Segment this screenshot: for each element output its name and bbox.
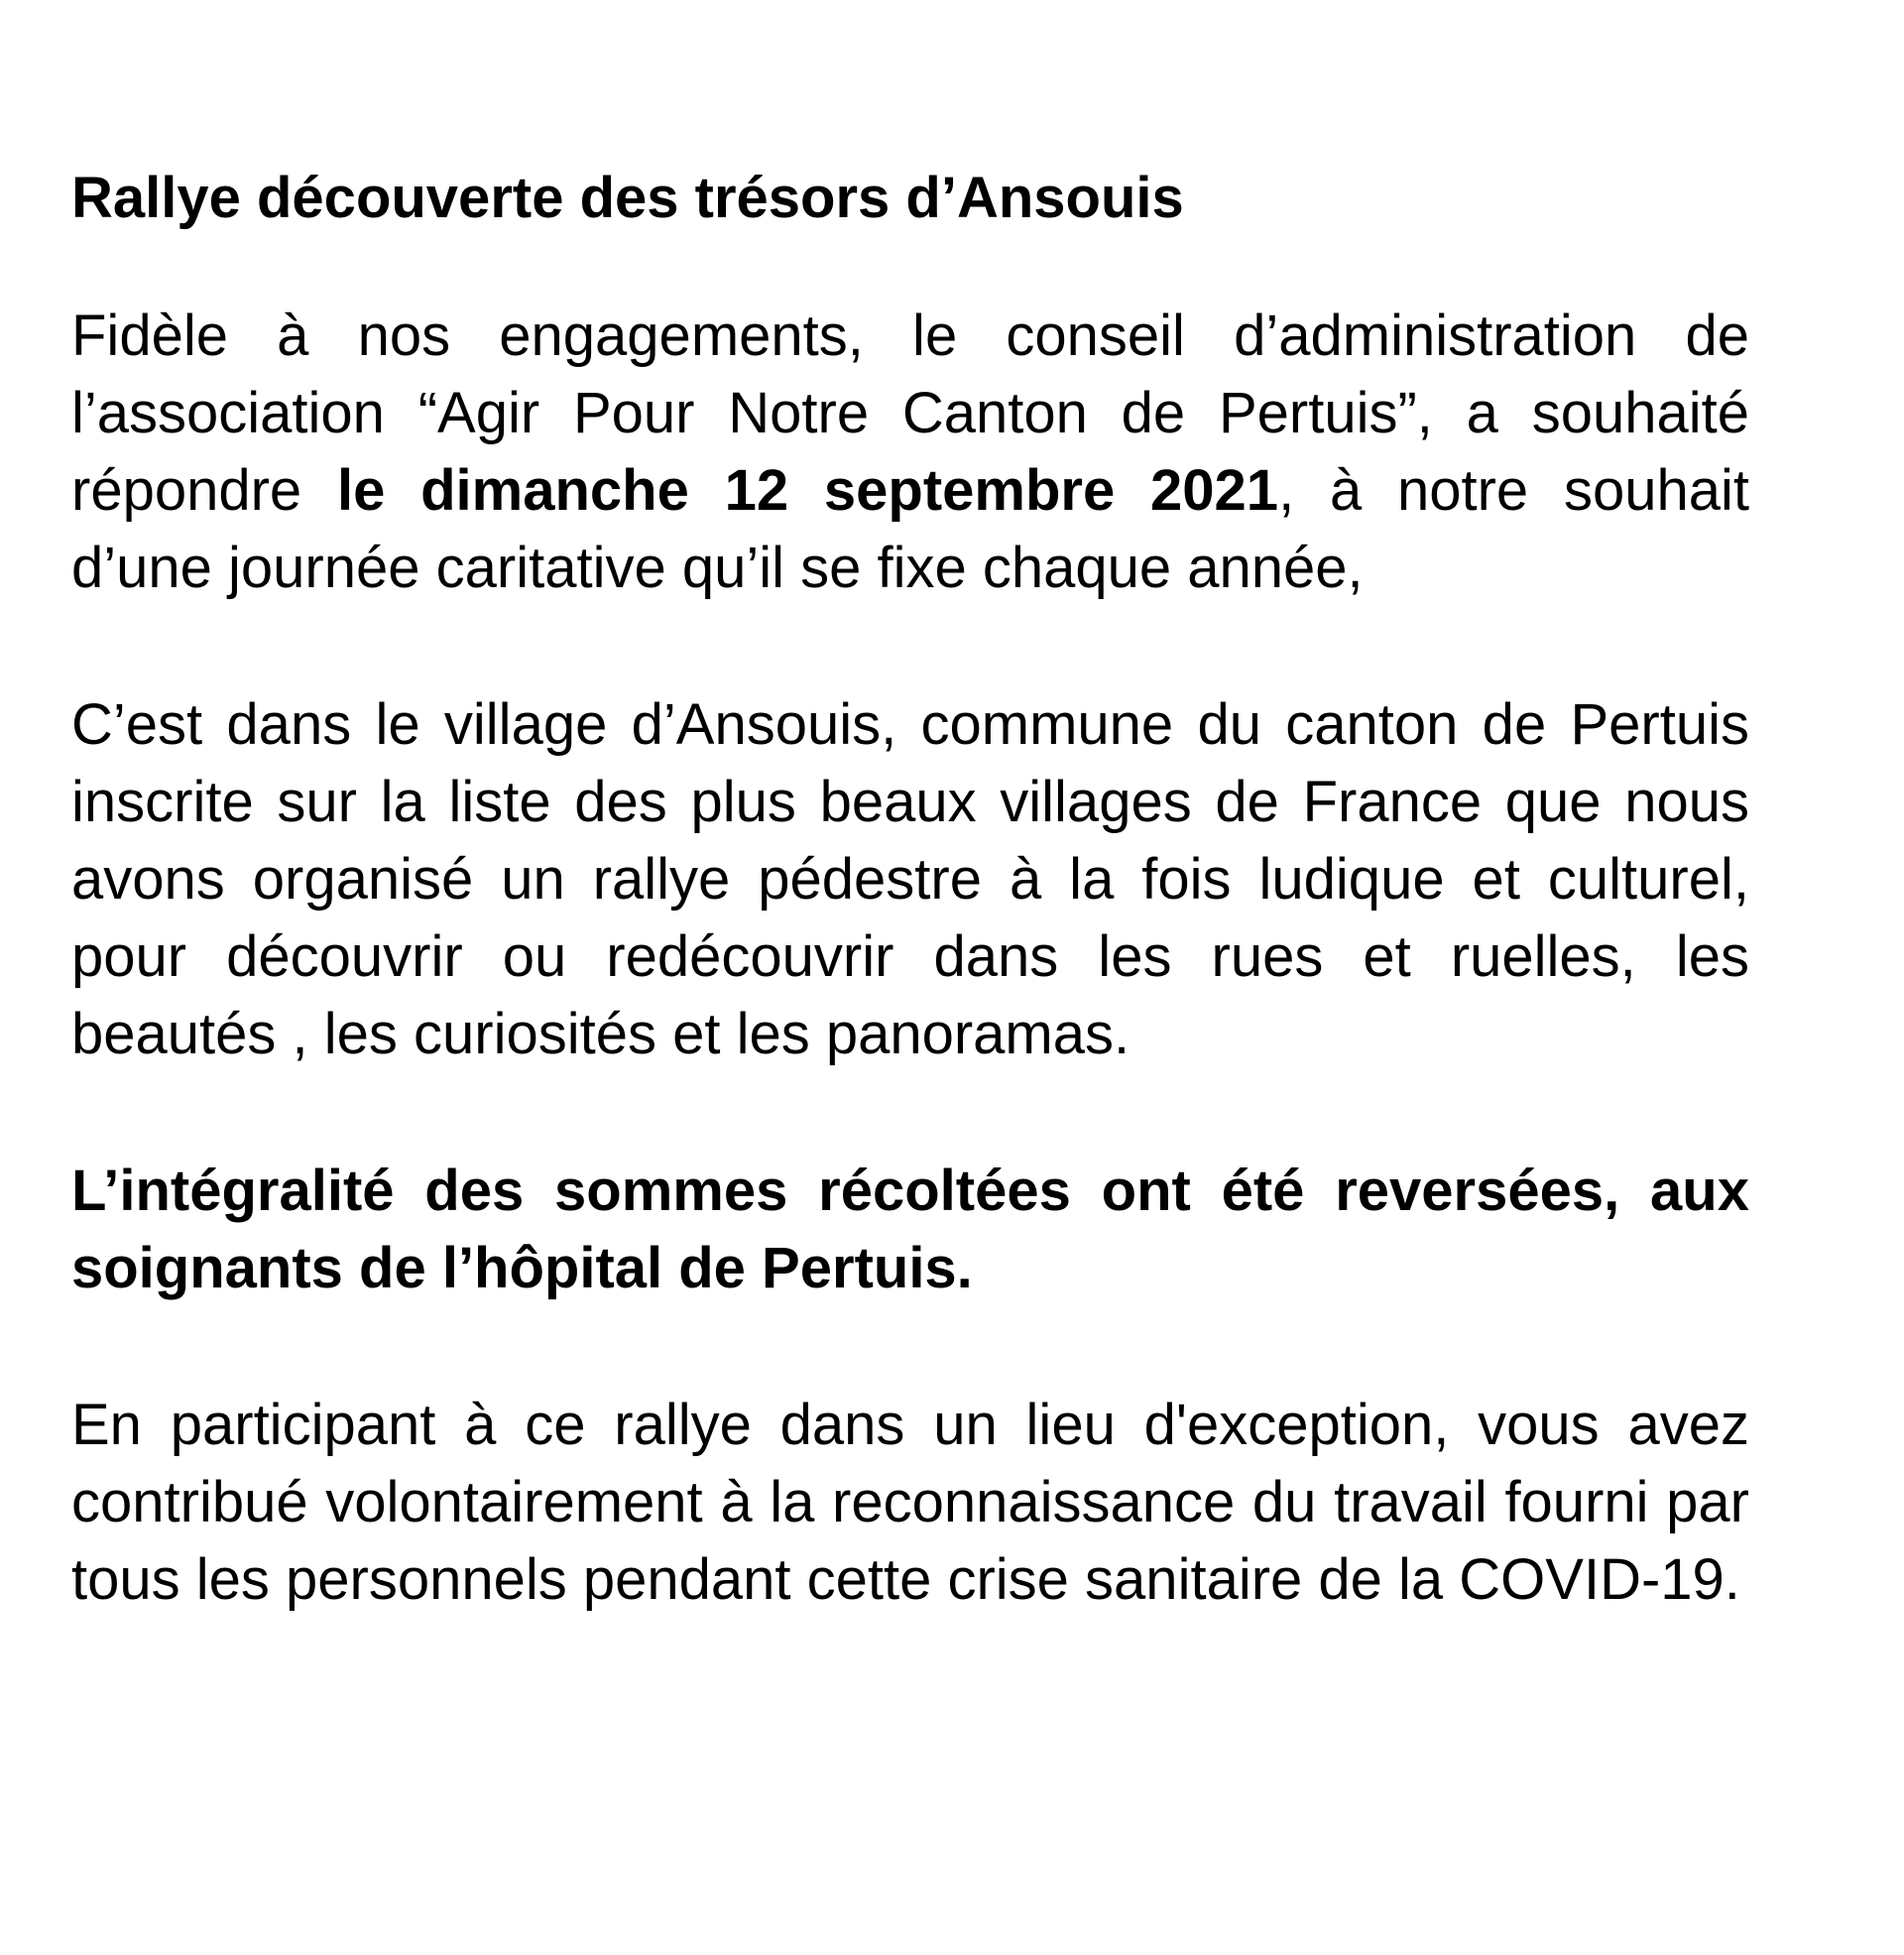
paragraph-engagement-end: , à notre souhait d’une journée caritative qu’il se fixe chaque année,: [71, 458, 1749, 600]
paragraph-village: C’est dans le village d’Ansouis, commune du canton de Pertuis inscrite sur la liste des plus beaux villages de France que nous avons organisé un rallye pédestre à la fois ludique et culturel, pour découvrir ou redécouvrir dans les rues et ruelles, les beautés , les curiosités et les panoramas.: [71, 692, 1749, 1066]
paragraph-participation: En participant à ce rallye dans un lieu d'exception, vous avez contribué volontairement à la reconnaissance du travail fourni par tous les personnels pendant cette crise sanitaire de la COVID-19.: [71, 1393, 1749, 1612]
paragraph-engagement: [71, 298, 1749, 607]
event-date: le dimanche 12 septembre 2021: [336, 458, 1279, 523]
document-title: Rallye découverte des trésors d’Ansouis: [71, 166, 1184, 230]
document-body: [71, 149, 1749, 1619]
paragraph-donation: L’intégralité des sommes récoltées ont été reversées, aux soignants de l’hôpital de Pertuis.: [71, 1159, 1749, 1300]
paragraph-engagement-start: Fidèle à nos engagements, le conseil d’administration de l’association “Agir Pour Notre Canton de Pertuis”, a souhaité répondre: [71, 304, 1749, 523]
